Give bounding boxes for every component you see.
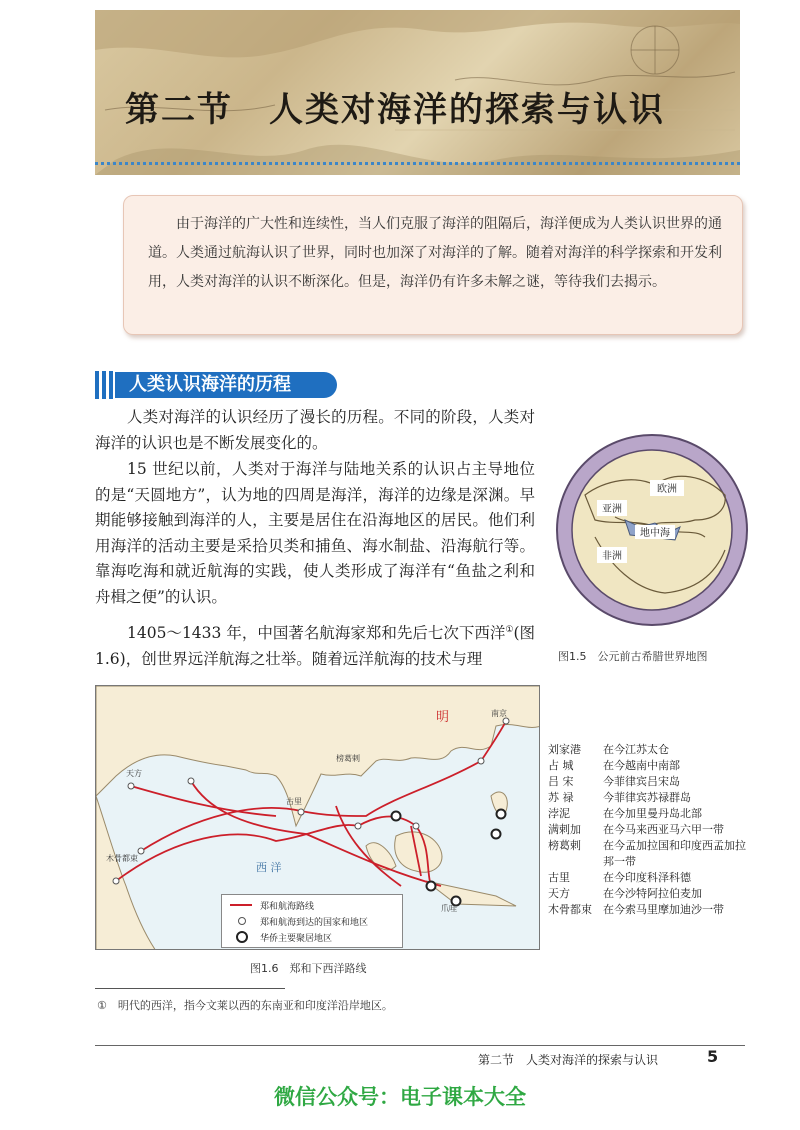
map-label-asia: 亚洲 xyxy=(602,504,622,515)
paragraph-3-text: 1405～1433 年，中国著名航海家郑和先后七次下西洋 xyxy=(127,624,506,643)
section-heading-label: 人类认识海洋的历程 xyxy=(115,372,337,398)
heading-bars-icon xyxy=(95,371,113,399)
settlement-circle-icon xyxy=(236,931,248,943)
map-label-nanjing: 南京 xyxy=(491,709,507,718)
footnote: ① 明代的西洋，指今文莱以西的东南亚和印度洋沿岸地区。 xyxy=(97,999,393,1012)
paragraph-3 xyxy=(95,618,535,672)
paragraph-2: 15 世纪以前，人类对于海洋与陆地关系的认识占主导地位的是“天圆地方”，认为地的四周是海洋，海洋的边缘是深渊。早期能够接触到海洋的人，主要是居住在沿海地区的居民。他们利用海洋的活动主要是采拾贝类和捕鱼、海水制盐、沿海航行等。靠海吃海和就近航海的实践，使人类形成了海洋有“鱼盐之利和舟楫之便”的认识。 xyxy=(95,460,535,606)
glossary-row: 满剌加 在今马来西亚马六甲一带 xyxy=(548,823,724,836)
map-label-bengal: 榜葛剌 xyxy=(336,754,360,763)
zheng-he-voyage-map xyxy=(95,685,540,950)
footer-section-title: 第二节 人类对海洋的探索与认识 xyxy=(478,1053,659,1067)
map-label-africa: 非洲 xyxy=(602,551,622,562)
map-label-mediterranean: 地中海 xyxy=(640,528,670,539)
legend-overseas-chinese: 华侨主要聚居地区 xyxy=(230,930,332,944)
legend-visited: 郑和航海到达的国家和地区 xyxy=(230,914,368,928)
map-label-mogadishu: 木骨都束 xyxy=(106,854,138,863)
glossary-row: 古里 在今印度科泽科德 xyxy=(548,871,691,884)
watermark-text: 微信公众号：电子课本大全 xyxy=(274,1085,526,1109)
footnote-rule xyxy=(95,988,285,989)
glossary-row: 苏 禄 今菲律宾苏禄群岛 xyxy=(548,791,691,804)
route-line-icon xyxy=(230,904,252,906)
footer-rule xyxy=(95,1045,745,1046)
glossary-row: 吕 宋 今菲律宾吕宋岛 xyxy=(548,775,680,788)
figure-1-6-caption: 图1.6 郑和下西洋路线 xyxy=(250,962,367,975)
map-label-ming: 明 xyxy=(436,710,450,725)
map-label-sea: 西 洋 xyxy=(256,861,282,874)
map-label-europe: 欧洲 xyxy=(657,484,677,495)
map-legend xyxy=(221,894,403,948)
ancient-greek-world-map xyxy=(555,425,750,635)
chapter-banner xyxy=(95,10,740,175)
paragraph-3-tail: (图1.6)，创世界远洋航海之壮举。随着远洋航海的技术与理 xyxy=(95,624,535,668)
glossary-row: 刘家港 在今江苏太仓 xyxy=(548,743,669,756)
glossary-row: 浡泥 在今加里曼丹岛北部 xyxy=(548,807,702,820)
footnote-marker[interactable]: ① xyxy=(505,625,514,635)
banner-dotted-rule xyxy=(95,162,740,165)
paragraph-1: 人类对海洋的认识经历了漫长的历程。不同的阶段，人类对海洋的认识也是不断发展变化的。 xyxy=(95,408,535,452)
intro-box: 由于海洋的广大性和连续性，当人们克服了海洋的阻隔后，海洋便成为人类认识世界的通道。人类通过航海认识了世界，同时也加深了对海洋的了解。随着对海洋的科学探索和开发利用，人类对海洋的认识不断深化。但是，海洋仍有许多未解之谜，等待我们去揭示。 xyxy=(123,195,743,335)
figure-1-5-caption: 图1.5 公元前古希腊世界地图 xyxy=(558,650,708,663)
map-label-guli: 古里 xyxy=(286,797,302,806)
glossary-row: 天方 在今沙特阿拉伯麦加 xyxy=(548,887,702,900)
chapter-title: 第二节 人类对海洋的探索与认识 xyxy=(125,90,665,130)
section-heading xyxy=(95,371,340,399)
page-number: 5 xyxy=(707,1047,719,1066)
map-label-java: 爪哇 xyxy=(441,904,457,913)
glossary-row: 占 城 在今越南中南部 xyxy=(548,759,680,772)
glossary-row: 榜葛剌 在今孟加拉国和印度西孟加拉邦一带 xyxy=(548,839,746,868)
map-label-tianfang: 天方 xyxy=(126,769,142,778)
visited-circle-icon xyxy=(238,917,246,925)
glossary-row: 木骨都束 在今索马里摩加迪沙一带 xyxy=(548,903,724,916)
legend-route: 郑和航海路线 xyxy=(230,898,314,912)
place-name-glossary xyxy=(548,742,748,918)
